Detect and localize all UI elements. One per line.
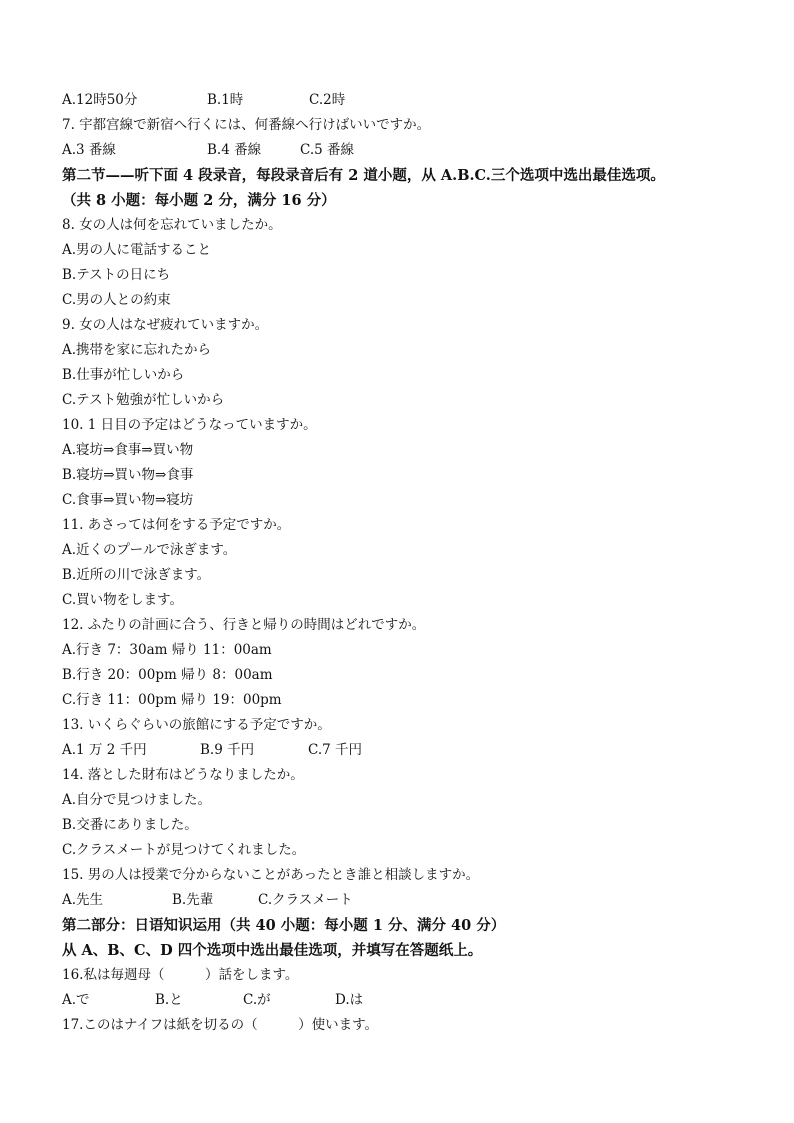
q12-question: 12. ふたりの計画に合う、行きと帰りの時間はどれですか。 <box>62 617 426 633</box>
q10-question: 10. 1 日目の予定はどうなっていますか。 <box>62 417 317 433</box>
q7-options <box>62 138 762 163</box>
q14-option-a: A.自分で見つけました。 <box>62 792 212 808</box>
q10-option-c: C.食事⇒買い物⇒寝坊 <box>62 492 194 508</box>
q9-option-a: A.携帯を家に忘れたから <box>62 342 212 358</box>
q8-question: 8. 女の人は何を忘れていましたか。 <box>62 217 282 233</box>
q8-option-a: A.男の人に電話すること <box>62 242 212 258</box>
q17-question: 17.このはナイフは紙を切るの（ ）使います。 <box>62 1017 379 1033</box>
section2-note: （共 8 小题：每小题 2 分，满分 16 分） <box>62 192 336 209</box>
q13-question: 13. いくらぐらいの旅館にする予定ですか。 <box>62 717 331 733</box>
q10-option-a: A.寝坊⇒食事⇒買い物 <box>62 442 194 458</box>
q13-option-c: C.7 千円 <box>308 742 363 758</box>
q13-options <box>62 738 762 763</box>
q6-option-b: B.1時 <box>207 92 244 108</box>
q11-option-b: B.近所の川で泳ぎます。 <box>62 567 211 583</box>
q14-question: 14. 落とした財布はどうなりましたか。 <box>62 767 304 783</box>
q12-option-b: B.行き 20：00pm 帰り 8：00am <box>62 667 273 683</box>
q16-option-d: D.は <box>335 992 364 1008</box>
q8-option-b: B.テストの日にち <box>62 267 171 283</box>
q6-option-c: C.2時 <box>309 92 346 108</box>
q7-option-b: B.4 番線 <box>207 142 262 158</box>
q8-option-c: C.男の人との約束 <box>62 292 171 308</box>
q12-option-c: C.行き 11：00pm 帰り 19：00pm <box>62 692 282 708</box>
q16-option-a: A.で <box>62 992 90 1008</box>
q7-option-c: C.5 番線 <box>300 142 355 158</box>
q15-option-a: A.先生 <box>62 892 104 908</box>
exam-page <box>62 88 762 1038</box>
part2-instruction: 从 A、B、C、D 四个选项中选出最佳选项，并填写在答题纸上。 <box>62 942 483 959</box>
q16-options <box>62 988 762 1013</box>
q11-option-a: A.近くのプールで泳ぎます。 <box>62 542 237 558</box>
q11-question: 11. あさっては何をする予定ですか。 <box>62 517 291 533</box>
q9-question: 9. 女の人はなぜ疲れていますか。 <box>62 317 269 333</box>
q7-question: 7. 宇都宫線で新宿へ行くには、何番線へ行けばいいですか。 <box>62 117 431 133</box>
q15-question: 15. 男の人は授業で分からないことがあったとき誰と相談しますか。 <box>62 867 480 883</box>
q14-option-c: C.クラスメートが見つけてくれました。 <box>62 842 306 858</box>
q14-option-b: B.交番にありました。 <box>62 817 198 833</box>
q16-option-b: B.と <box>155 992 183 1008</box>
q15-options <box>62 888 762 913</box>
q6-option-a: A.12時50分 <box>62 92 138 108</box>
q13-option-b: B.9 千円 <box>200 742 255 758</box>
section2-heading: 第二节——听下面 4 段录音，每段录音后有 2 道小题，从 A.B.C.三个选项中选出最佳选项。 <box>62 167 665 184</box>
q9-option-b: B.仕事が忙しいから <box>62 367 185 383</box>
q13-option-a: A.1 万 2 千円 <box>62 742 147 758</box>
part2-heading: 第二部分：日语知识运用（共 40 小题：每小题 1 分、满分 40 分） <box>62 917 506 934</box>
q9-option-c: C.テスト勉強が忙しいから <box>62 392 225 408</box>
q16-option-c: C.が <box>243 992 271 1008</box>
q12-option-a: A.行き 7：30am 帰り 11：00am <box>62 642 272 658</box>
q7-option-a: A.3 番線 <box>62 142 116 158</box>
q15-option-c: C.クラスメート <box>258 892 353 908</box>
q16-question: 16.私は毎週母（ ）話をします。 <box>62 967 299 983</box>
q11-option-c: C.買い物をします。 <box>62 592 184 608</box>
q10-option-b: B.寝坊⇒買い物⇒食事 <box>62 467 194 483</box>
q6-options <box>62 88 762 113</box>
q15-option-b: B.先輩 <box>172 892 214 908</box>
